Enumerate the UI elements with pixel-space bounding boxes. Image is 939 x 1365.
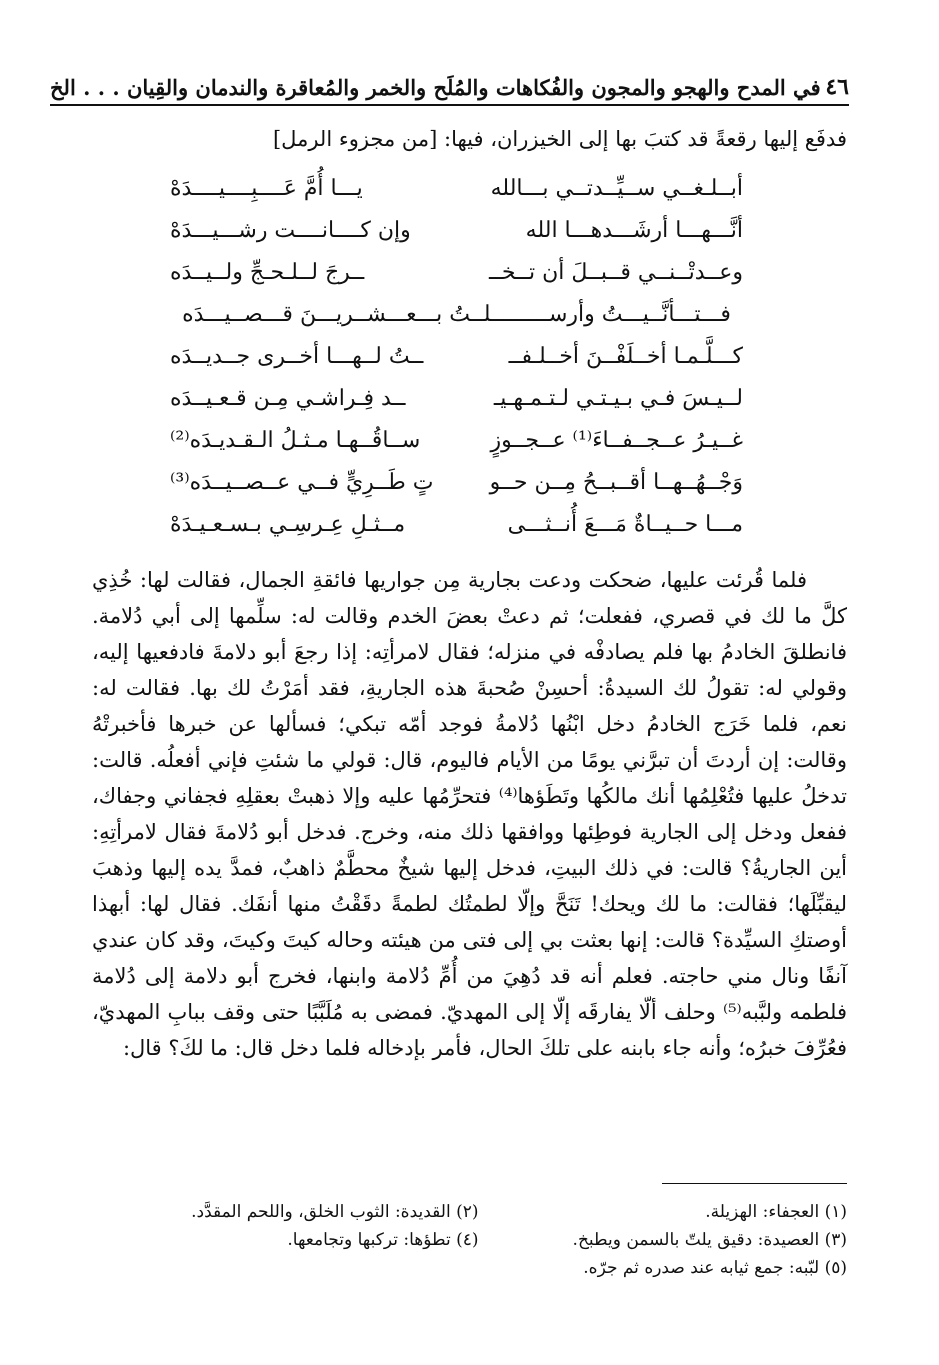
verse-first-hemistich: وَجْــهُــهــا أقــبــحُ مِــن حــو xyxy=(489,470,743,495)
footnote-row xyxy=(110,1254,847,1282)
page-number: ٤٦ xyxy=(825,74,849,100)
footnote-row xyxy=(110,1226,847,1254)
prose-paragraph: فلما قُرئت عليها، ضحكت ودعت بجارية مِن جواريها فائقةِ الجمال، فقالت لها: خُذِي كلَّ ما لك في قصري، ففعلت؛ ثم دعتْ بعضَ الخدم وقالت له: سلِّمها إلى أبي دُلامة. فانطلقَ الخادمُ بها فلم يصادفْه في منزله؛ فقال لامرأتِه: إذا رجعَ أبو دلامةَ فادفعيها إليه، وقولي له: تقولُ لك السيدةُ: أحسِنْ صُحبةَ هذه الجاريةِ، فقد أمَرْتُ لك بها. فقالت له: نعم، فلما خَرَج الخادمُ دخل ابْنُها دُلامةُ فوجد أمّه تبكي؛ فسألها عن خبرها فأخبرتْهُ وقالت: إن أردتَ أن تبرَّني يومًا من الأيام فاليوم، قال: قولي ما شئتِ فإني أفعلُه. قالت: تدخلُ عليها فتُعْلِمُها أنك مالكُها وتَطَؤها⁽⁴⁾ فتحرِّمُها عليه وإلا ذهبتْ بعقلِهِ فجفاني وجفاك، ففعل ودخل إلى الجارية فوطِئها ووافقها ذلك منه، وخرج. فدخل أبو دُلامةَ فقال لامرأتِهِ: أين الجاريةُ؟ قالت: في ذلك البيتِ، فدخل إليها شيخٌ محطَّمٌ ذاهبٌ، فمدَّ يده إليها وذهبَ ليقبِّلَها؛ فقالت: ما لك ويحك! تَنَحَّ وإلّا لطمتُك لطمةً دقَقْتُ منها أنفَك. فقال لها: أبهذا أوصتكِ السيِّدة؟ قالت: إنها بعثت بي إلى فتى من هيئته وحاله كيتَ وكيتَ، وقد كان عندي آنفًا ونال مني حاجته. فعلم أنه قد دُهِيَ من أُمِّ دُلامة وابنها، فخرج أبو دلامة إلى دُلامة فلطمه ولبَّبه⁽⁵⁾ وحلف ألّا يفارقَه إلّا إلى المهديّ. فمضى به مُلَبَّبًا حتى وقف ببابِ المهديّ، فعُرِّفَ خبرُه؛ وأنه جاء بابنه على تلكَ الحال، فأمر بإدخاله فلما دخل قال: ما لكَ؟ قال: xyxy=(92,568,847,1060)
footnote-2: (٢) القديدة: الثوب الخلق، واللحم المقدَّد. xyxy=(191,1202,479,1222)
prose-body xyxy=(92,562,847,1066)
footnote-3: (٣) العصيدة: دقيق يلتّ بالسمن ويطبخ. xyxy=(572,1230,847,1250)
verse-second-hemistich: يـــا أُمَّ عَــــبِــــيــــدَهْ xyxy=(170,176,363,201)
verse-first-hemistich: وعــدتْــنــي قــبــلَ أن تــخــ xyxy=(488,260,743,285)
footnote-1: (١) العجفاء: الهزيلة. xyxy=(705,1202,847,1222)
verse-second-hemistich: ــتُ لــهـــا أخــرى جــديــدَه xyxy=(170,344,424,369)
verse-first-hemistich: مـــا حــيــاةٌ مَـــعَ أُنــثـــى xyxy=(507,512,743,537)
poem-verse xyxy=(170,252,743,294)
verse-second-hemistich: ســاقُــهـا مـثـلُ الـقـديـدَه⁽²⁾ xyxy=(170,428,421,453)
footnote-separator xyxy=(662,1183,847,1184)
verse-second-hemistich: تٍ طَــرِيٍّ فــي عــصــيــدَه⁽³⁾ xyxy=(170,470,434,495)
verse-first-hemistich: فـــتـــأنَّــيـــتُ وأرســـــــــلــتُ بـــعـــشــريـــنَ قـــصــيـــدَه xyxy=(182,302,731,327)
intro-line: فدفَع إليها رقعةً قد كتبَ بها إلى الخيزران، فيها: [من مجزوء الرمل] xyxy=(272,127,847,151)
verse-first-hemistich: غــيـرُ عــجــفــاءَ⁽¹⁾ عــجــوزٍ xyxy=(490,428,743,453)
poem-verse xyxy=(170,504,743,546)
footnotes xyxy=(110,1198,847,1282)
poem-verse xyxy=(170,420,743,462)
poem-verse xyxy=(170,378,743,420)
verse-second-hemistich: مــثـلِ عِـرسِـي بـسـعـيـدَهْ xyxy=(170,512,406,537)
page-header xyxy=(50,60,849,106)
poem-verse xyxy=(170,336,743,378)
poem-verse xyxy=(170,294,743,336)
running-title: في المدح والهجو والمجون والفُكاهات والمُلَح والخمر والمُعاقرة والندمان والقِيان . . . الخ xyxy=(50,75,821,100)
poem xyxy=(170,168,743,546)
poem-verse xyxy=(170,462,743,504)
verse-second-hemistich: ــد فِـراشـي مِـن قـعـيــدَه xyxy=(170,386,406,411)
verse-first-hemistich: أبــلـغــي ســيِّــدتــي بـــالله xyxy=(490,176,743,201)
footnote-row xyxy=(110,1198,847,1226)
verse-second-hemistich: ــرجَ لــلـحـجِّ ولــيــدَه xyxy=(170,260,365,285)
verse-second-hemistich: وإن كــــانــــت رشـــيـــدَهْ xyxy=(170,218,411,243)
verse-first-hemistich: لــيـسَ فـي بـيـتـي لـتـمـهـيـ xyxy=(493,386,743,411)
footnote-4: (٤) تطؤها: تركبها وتجامعها. xyxy=(287,1230,479,1250)
verse-first-hemistich: أنَّـــهـــا أرشَـــدهـــا الله xyxy=(525,218,743,243)
poem-verse xyxy=(170,210,743,252)
verse-first-hemistich: كـــلَّـمـا أخــلَفْــنَ أخــلـفــ xyxy=(508,344,743,369)
footnote-5: (٥) لبّبه: جمع ثيابه عند صدره ثم جرّه. xyxy=(583,1258,847,1278)
poem-verse xyxy=(170,168,743,210)
